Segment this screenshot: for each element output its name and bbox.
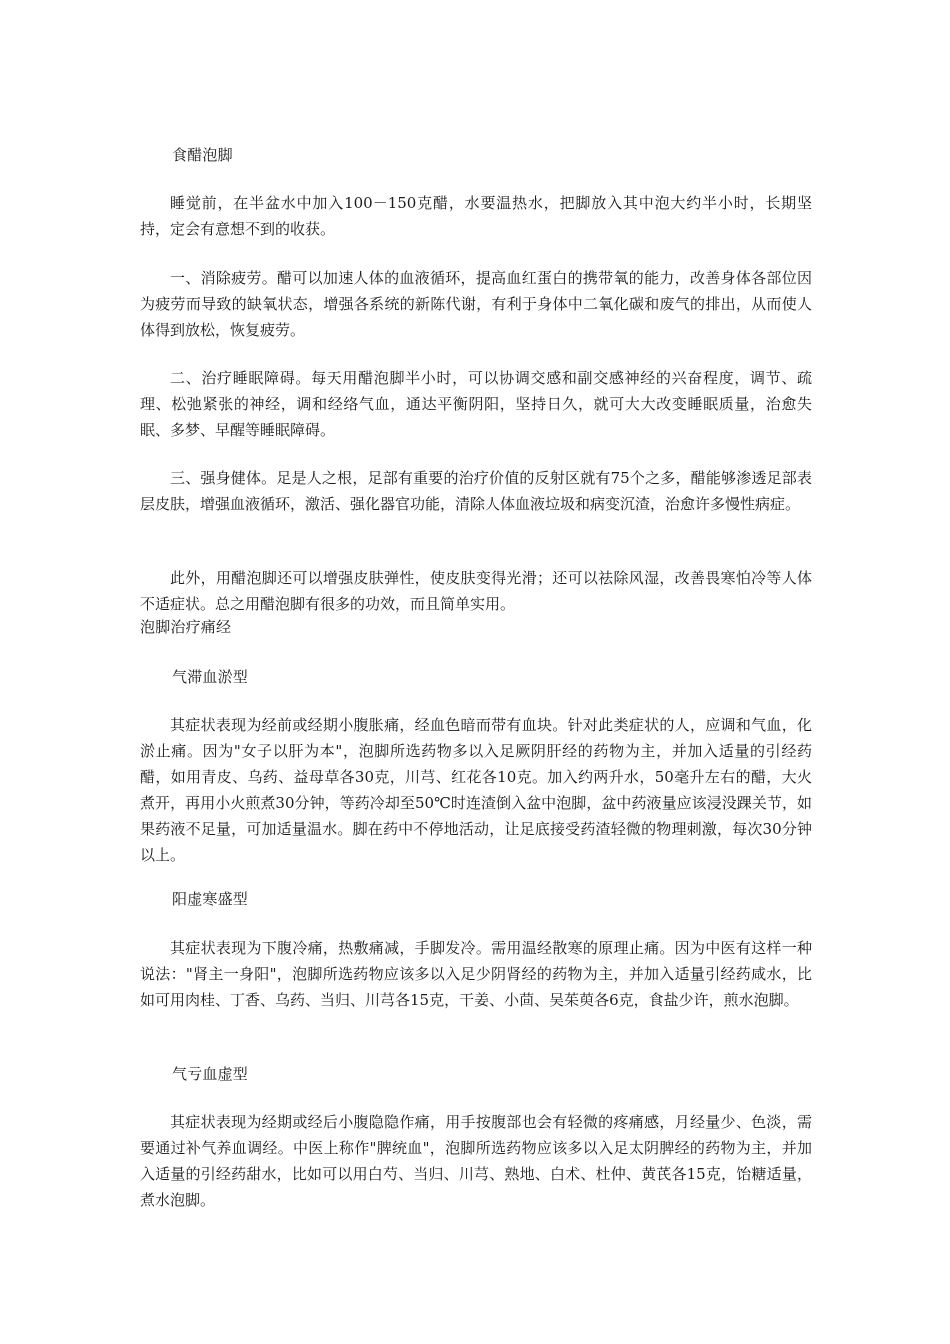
- intro-paragraph: 睡觉前，在半盆水中加入100－150克醋，水要温热水，把脚放入其中泡大约半小时，长期坚持，定会有意想不到的收获。: [140, 194, 812, 238]
- subheading-qi-blood-deficiency: 气亏血虚型: [172, 1065, 249, 1083]
- section-title-dysmenorrhea: 泡脚治疗痛经: [140, 618, 232, 636]
- point-strengthen-body: 三、强身健体。足是人之根，足部有重要的治疗价值的反射区就有75个之多，醋能够渗透足部表层皮肤，增强血液循环，激活、强化器官功能，清除人体血液垃圾和病变沉渣，治愈许多慢性病症。: [140, 469, 812, 513]
- subheading-yang-deficiency: 阳虚寒盛型: [172, 890, 249, 908]
- section-title-vinegar-foot-soak: 食醋泡脚: [172, 146, 233, 164]
- paragraph-qi-blood-deficiency: 其症状表现为经期或经后小腹隐隐作痛，用手按腹部也会有轻微的疼痛感，月经量少、色淡，需要通过补气养血调经。中医上称作"脾统血"，泡脚所选药物应该多以入足太阴脾经的药物为主，并加入适量的引经药甜水，比如可以用白芍、当归、川芎、熟地、白术、杜仲、黄芪各15克，饴糖适量，煮水泡脚。: [140, 1113, 812, 1209]
- paragraph-yang-deficiency: 其症状表现为下腹冷痛，热敷痛减，手脚发冷。需用温经散寒的原理止痛。因为中医有这样一种说法："肾主一身阳"，泡脚所选药物应该多以入足少阴肾经的药物为主，并加入适量引经药咸水，比如可用肉桂、丁香、乌药、当归、川芎各15克，干姜、小茴、吴茱萸各6克，食盐少许，煎水泡脚。: [140, 939, 812, 1009]
- paragraph-qi-stagnation: 其症状表现为经前或经期小腹胀痛，经血色暗而带有血块。针对此类症状的人，应调和气血，化淤止痛。因为"女子以肝为本"，泡脚所选药物多以入足厥阴肝经的药物为主，并加入适量的引经药醋，如用青皮、乌药、益母草各30克，川芎、红花各10克。加入约两升水，50毫升左右的醋，大火煮开，再用小火煎煮30分钟，等药冷却至50℃时连渣倒入盆中泡脚，盆中药液量应该浸没踝关节，如果药液不足量，可加适量温水。脚在药中不停地活动，让足底接受药渣轻微的物理刺激，每次30分钟以上。: [140, 716, 812, 864]
- point-sleep-disorder: 二、治疗睡眠障碍。每天用醋泡脚半小时，可以协调交感和副交感神经的兴奋程度，调节、疏理、松弛紧张的神经，调和经络气血，通达平衡阴阳，坚持日久，就可大大改变睡眠质量，治愈失眠、多梦、早醒等睡眠障碍。: [140, 369, 812, 439]
- summary-paragraph: 此外，用醋泡脚还可以增强皮肤弹性，使皮肤变得光滑；还可以祛除风湿，改善畏寒怕冷等人体不适症状。总之用醋泡脚有很多的功效，而且简单实用。: [140, 569, 812, 613]
- point-relieve-fatigue: 一、消除疲劳。醋可以加速人体的血液循环，提高血红蛋白的携带氧的能力，改善身体各部位因为疲劳而导致的缺氧状态，增强各系统的新陈代谢，有利于身体中二氧化碳和废气的排出，从而使人体得到放松，恢复疲劳。: [140, 269, 812, 339]
- subheading-qi-stagnation: 气滞血淤型: [172, 668, 249, 686]
